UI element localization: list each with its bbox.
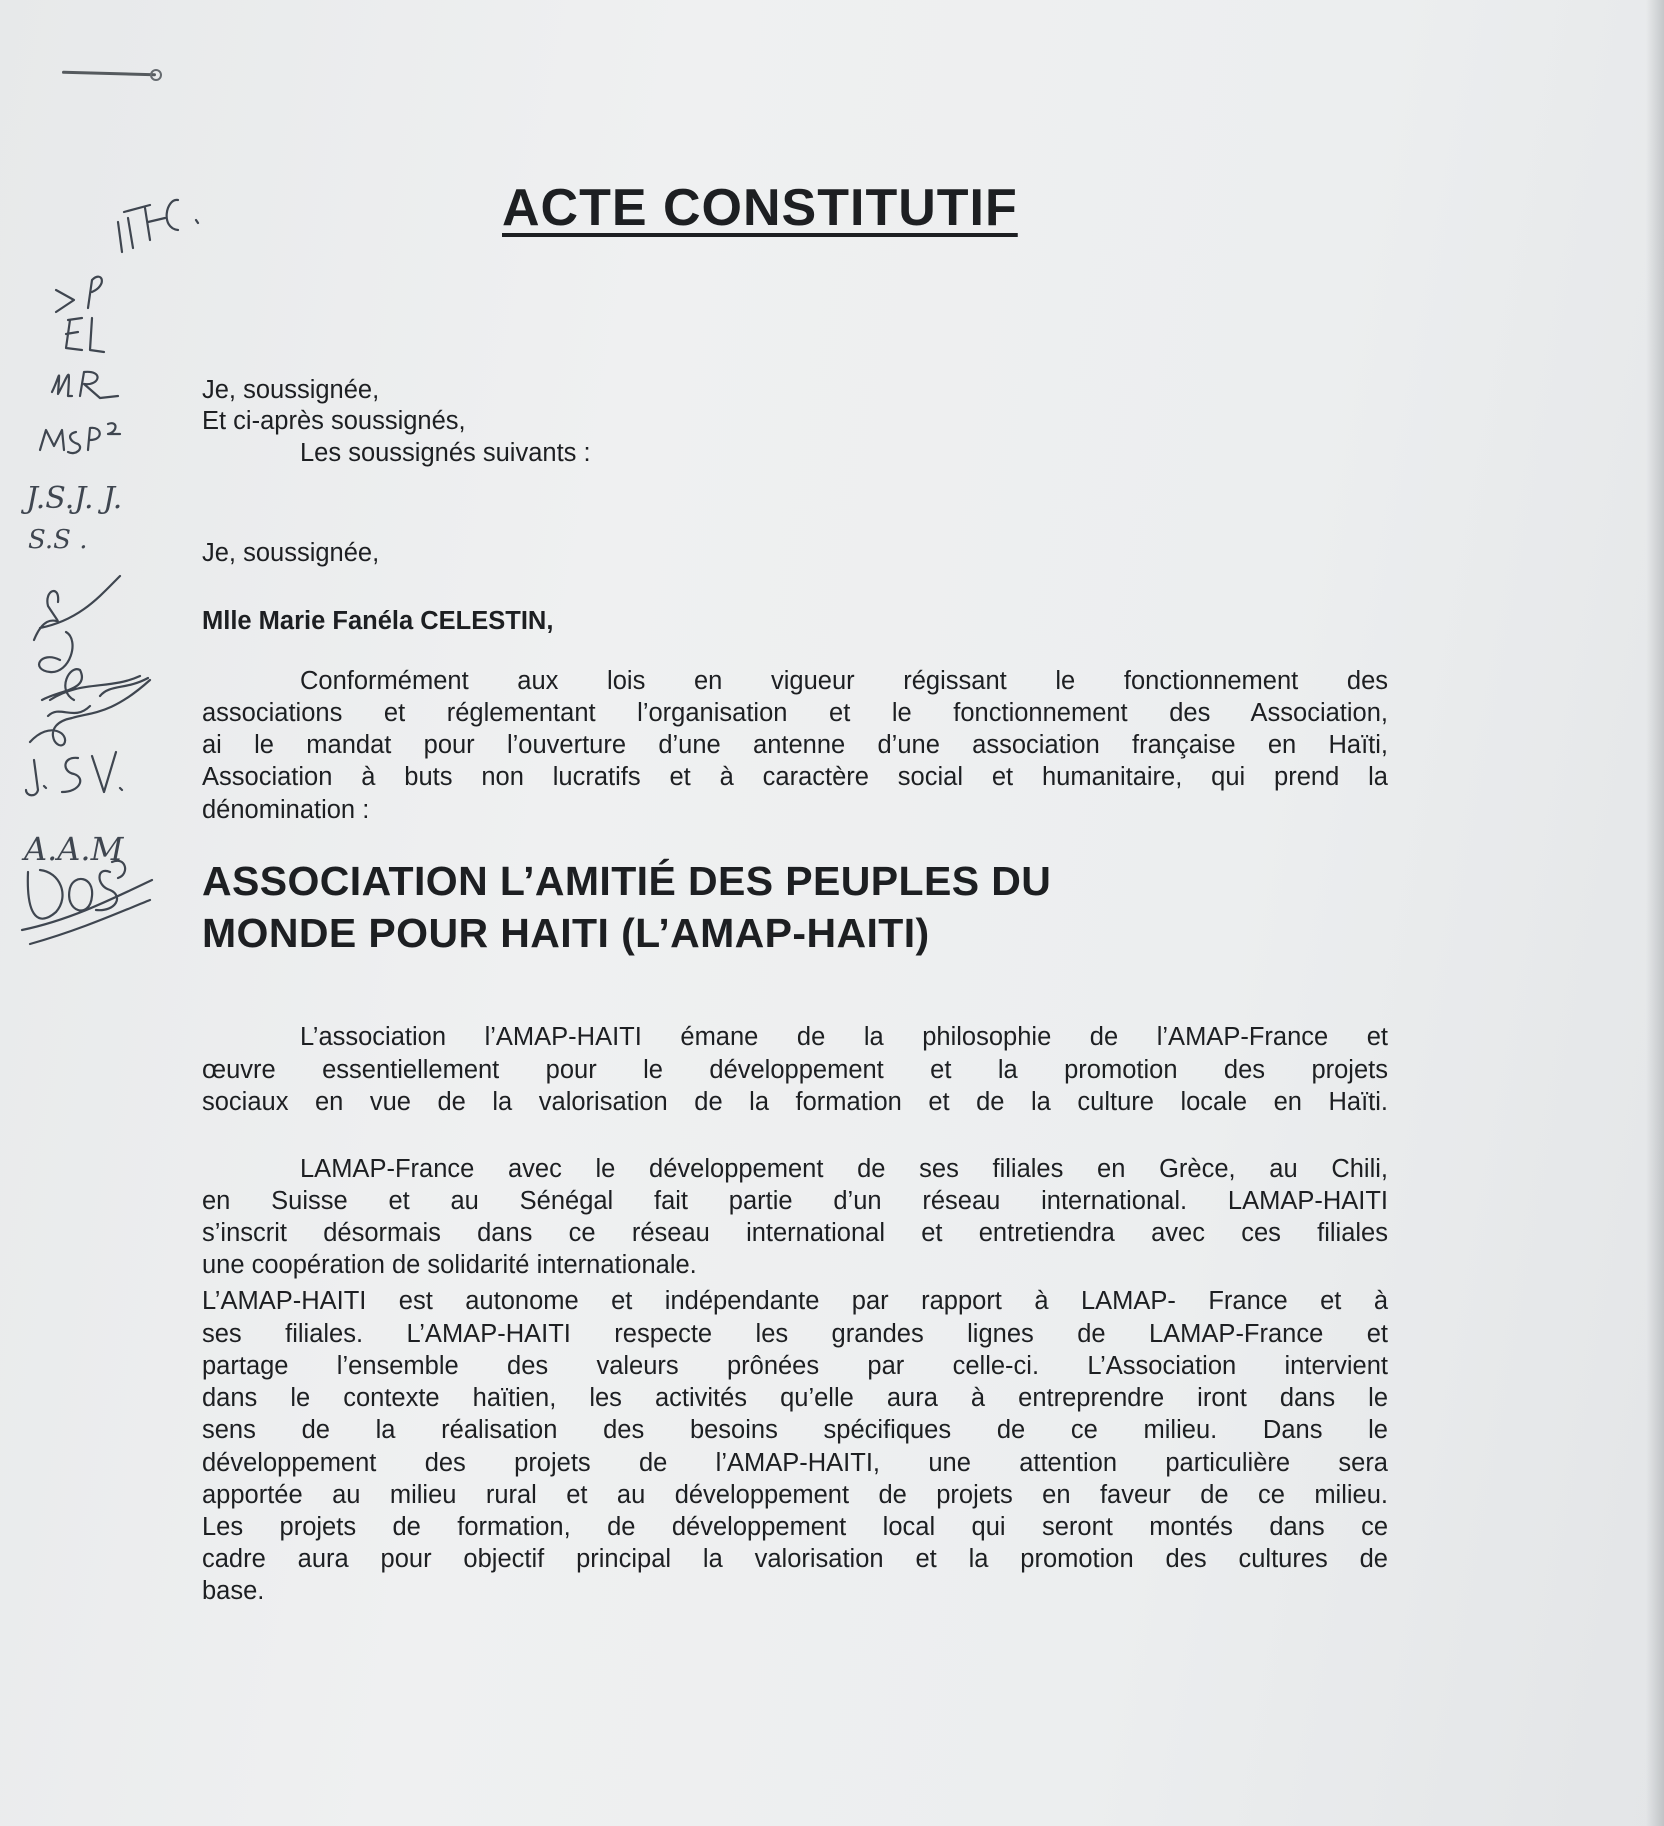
declarant-line: Je, soussignée, — [202, 539, 380, 567]
svg-text:A.A.M: A.A.M — [24, 830, 124, 868]
paragraph-1-line-4: Association à buts non lucratifs et à caractère social et humanitaire, qui prend la — [202, 763, 1388, 791]
paragraph-1-line-1: Conformément aux lois en vigueur régissant le fonctionnement des — [300, 667, 1388, 695]
paragraph-3-line-12: Les projets de formation, de développement local qui seront montés dans ce — [202, 1513, 1388, 1541]
intro-line-1: Je, soussignée, — [202, 376, 380, 404]
paper-shadow-edge — [1646, 0, 1664, 1826]
handwritten-initials — [0, 0, 260, 1000]
handwritten-itfc — [118, 200, 198, 252]
signatory-name: Mlle Marie Fanéla CELESTIN, — [202, 607, 554, 635]
handwritten-msp — [40, 423, 120, 453]
document-title: ACTE CONSTITUTIF — [502, 179, 1018, 237]
paragraph-3-line-13: cadre aura pour objectif principal la valorisation et la promotion des cultures de — [202, 1545, 1388, 1573]
handwritten-sp — [56, 277, 102, 312]
handwritten-ss — [28, 525, 88, 555]
paragraph-2-line-2: œuvre essentiellement pour le développement et la promotion des projets — [202, 1056, 1388, 1084]
paragraph-1-line-3: ai le mandat pour l’ouverture d’une antenne d’une association française en Haïti, — [202, 731, 1388, 759]
paragraph-3-line-6: ses filiales. L’AMAP-HAITI respecte les grandes lignes de LAMAP-France et — [202, 1320, 1388, 1348]
paragraph-3-line-7: partage l’ensemble des valeurs prônées par celle-ci. L’Association intervient — [202, 1352, 1388, 1380]
paragraph-3-line-2: en Suisse et au Sénégal fait partie d’un réseau international. LAMAP-HAITI — [202, 1187, 1388, 1215]
intro-line-2: Et ci-après soussignés, — [202, 407, 466, 435]
paragraph-3-line-3: s’inscrit désormais dans ce réseau international et entretiendra avec ces filiales — [202, 1219, 1388, 1247]
association-name-line-2: MONDE POUR HAITI (L’AMAP-HAITI) — [202, 910, 930, 956]
handwritten-llr — [52, 372, 118, 398]
handwritten-dos — [22, 861, 152, 944]
paragraph-3-line-8: dans le contexte haïtien, les activités qu’elle aura à entreprendre iront dans le — [202, 1384, 1388, 1412]
paragraph-3-line-14: base. — [202, 1577, 265, 1605]
paragraph-3-line-4: une coopération de solidarité internationale. — [202, 1251, 697, 1279]
association-name-line-1: ASSOCIATION L’AMITIÉ DES PEUPLES DU — [202, 858, 1052, 904]
svg-text:S.S .: S.S . — [28, 525, 88, 555]
handwritten-jsv — [26, 752, 122, 795]
handwritten-jsjj — [20, 481, 122, 516]
paragraph-3-line-5: L’AMAP-HAITI est autonome et indépendante par rapport à LAMAP- France et à — [202, 1287, 1388, 1315]
handwritten-signature-scribbles — [30, 576, 150, 745]
paragraph-3-line-10: développement des projets de l’AMAP-HAITI, une attention particulière sera — [202, 1449, 1388, 1477]
paragraph-2-line-1: L’association l’AMAP-HAITI émane de la philosophie de l’AMAP-France et — [300, 1023, 1388, 1051]
paragraph-3-line-1: LAMAP-France avec le développement de ses filiales en Grèce, au Chili, — [300, 1155, 1388, 1183]
paragraph-3-line-9: sens de la réalisation des besoins spécifiques de ce milieu. Dans le — [202, 1416, 1388, 1444]
paragraph-1-line-5: dénomination : — [202, 796, 370, 824]
handwritten-el — [66, 318, 104, 352]
paragraph-3-line-11: apportée au milieu rural et au développement de projets en faveur de ce milieu. — [202, 1481, 1388, 1509]
intro-line-3: Les soussignés suivants : — [300, 439, 591, 467]
paragraph-2-line-3: sociaux en vue de la valorisation de la formation et de la culture locale en Haïti. — [202, 1088, 1388, 1116]
svg-text:J.S.J. J.: J.S.J. J. — [26, 481, 123, 516]
paragraph-1-line-2: associations et réglementant l’organisation et le fonctionnement des Association, — [202, 699, 1388, 727]
handwritten-aam — [21, 830, 125, 868]
